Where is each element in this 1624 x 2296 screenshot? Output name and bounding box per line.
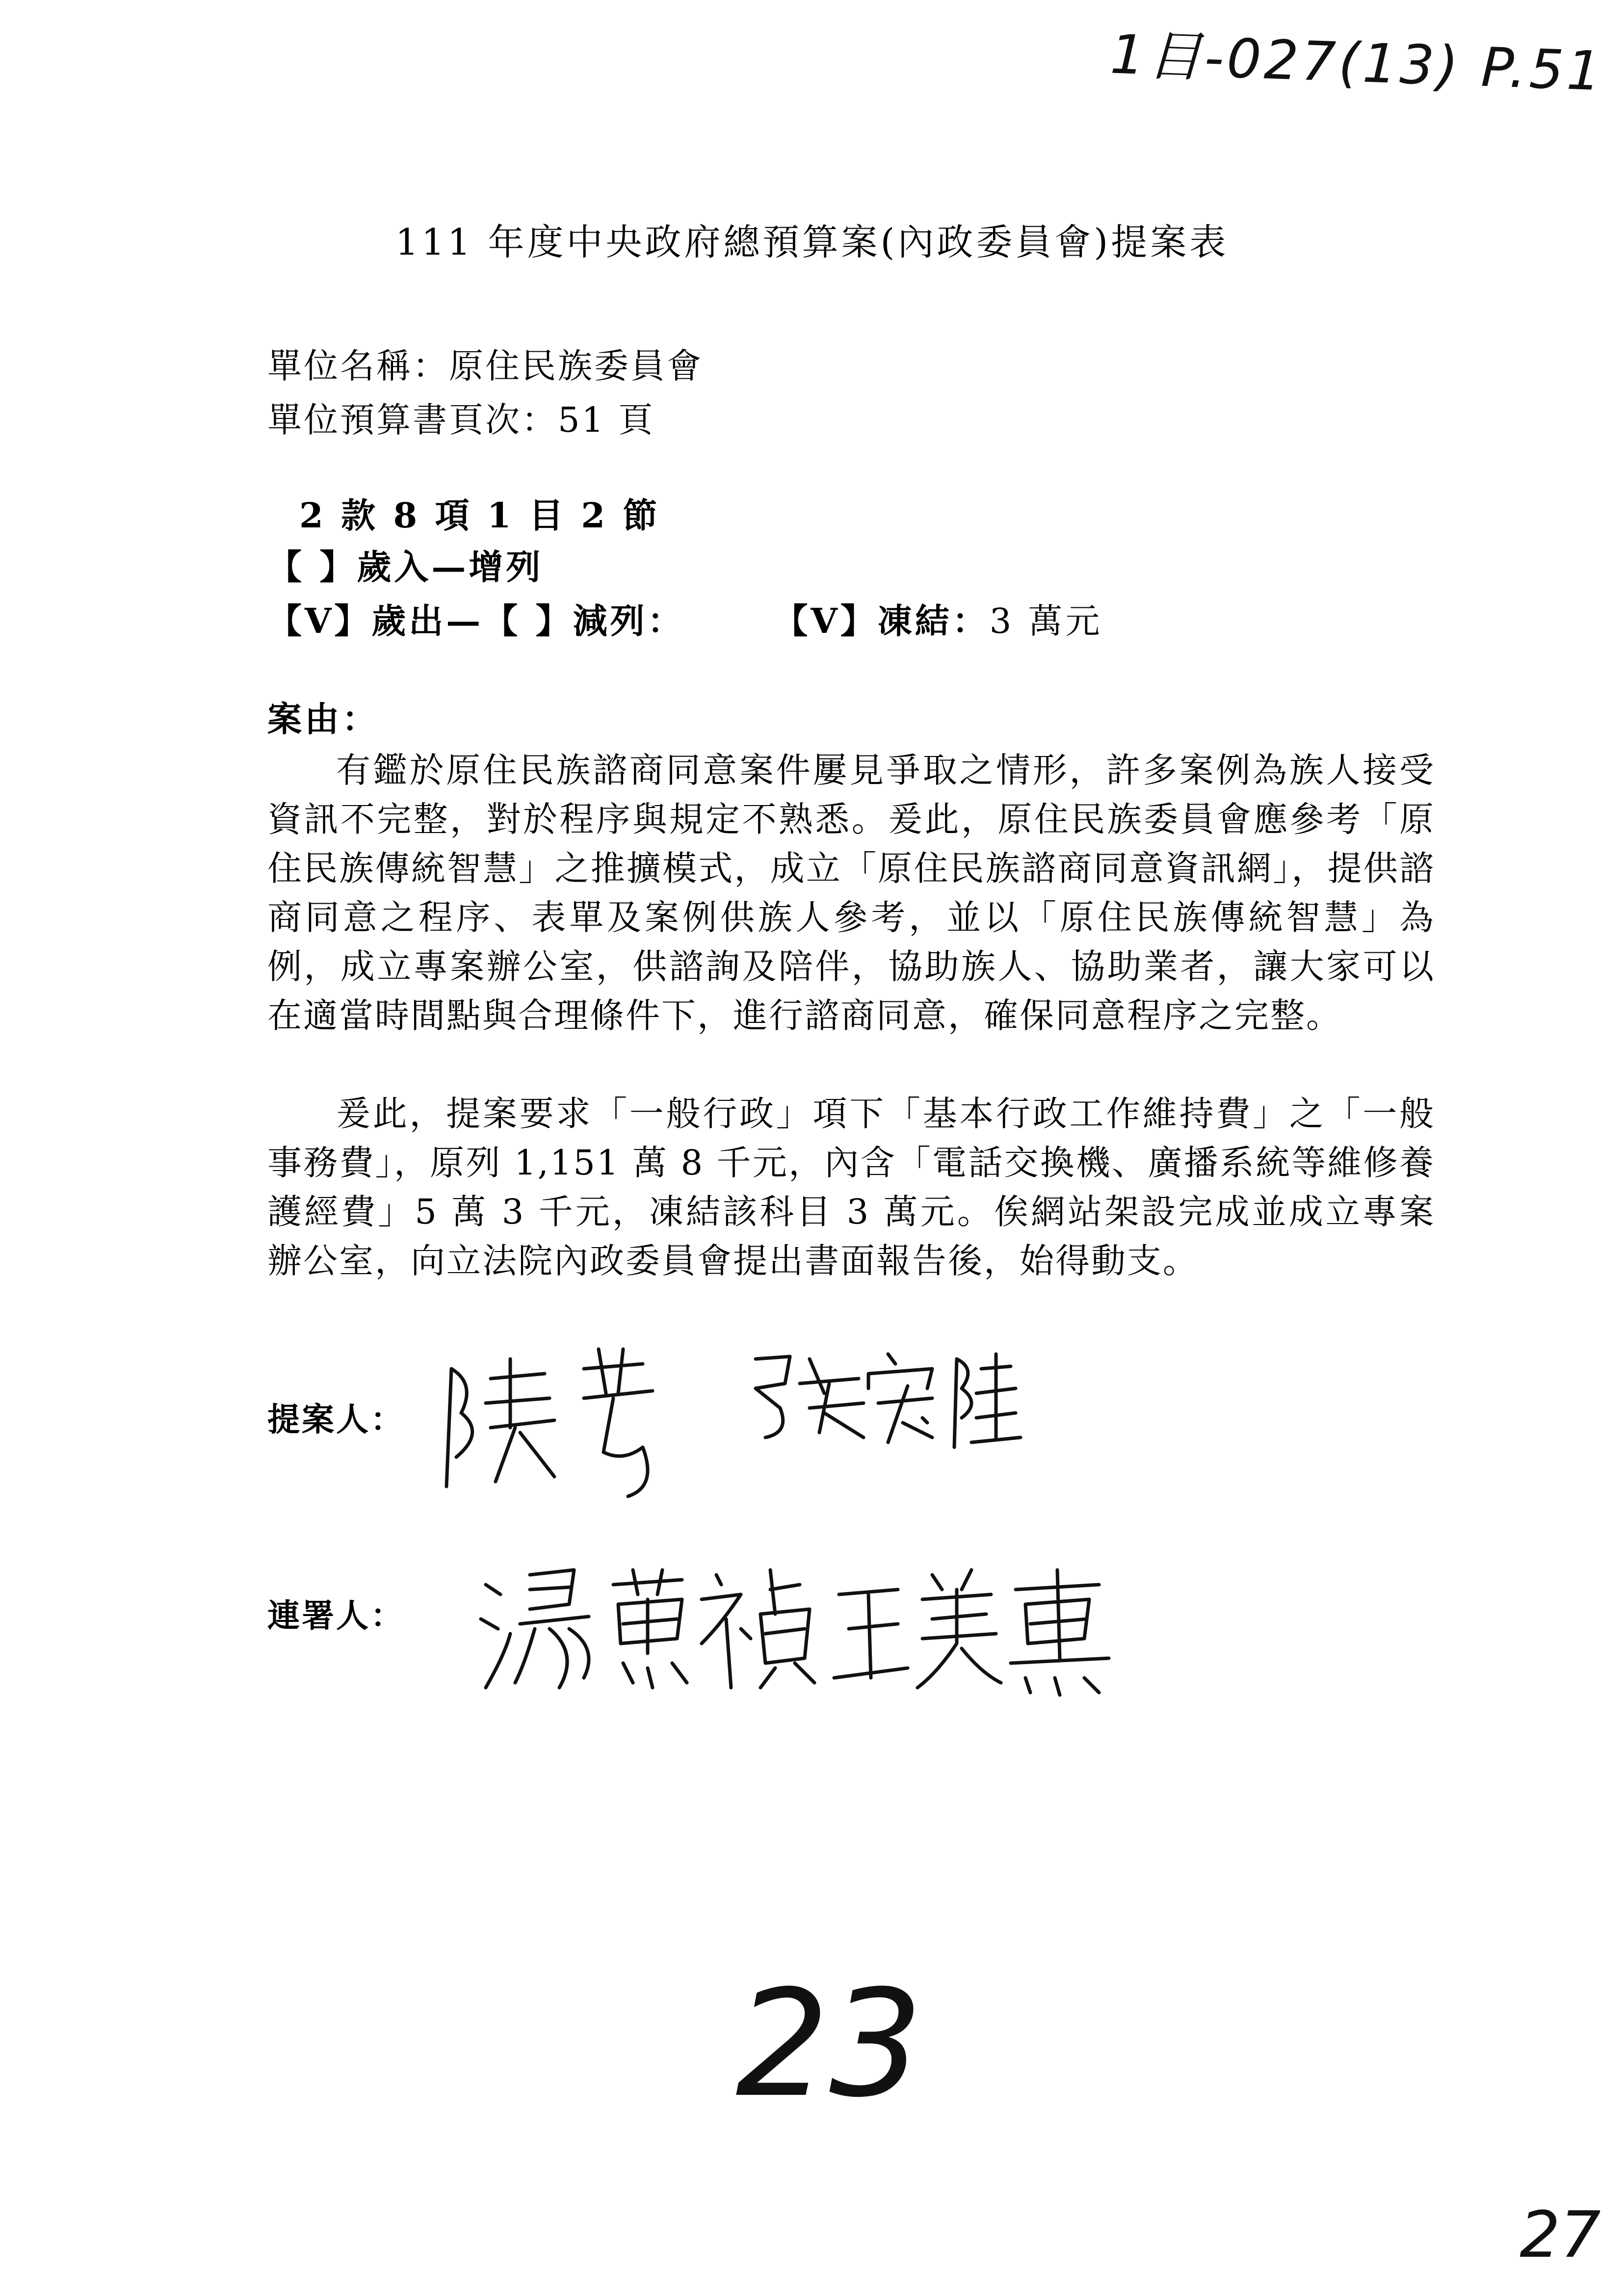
proposer-label: 提案人： <box>267 1400 405 1438</box>
freeze-amount: 3 萬元 <box>989 601 1103 641</box>
unit-name-line: 單位名稱：原住民族委員會 <box>267 346 703 386</box>
case-reason-label: 案由： <box>267 699 379 739</box>
cosigner-signature <box>476 1555 1114 1702</box>
budget-section-id: 2 款 8 項 1 目 2 節 <box>299 495 660 536</box>
document-title: 111 年度中央政府總預算案(內政委員會)提案表 <box>395 221 1229 263</box>
freeze-label: 【V】凍結： <box>773 600 990 641</box>
case-paragraph-2: 爰此，提案要求「一般行政」項下「基本行政工作維持費」之「一般事務費」，原列 1,151 萬 8 千元，內含「電話交換機、廣播系統等維修養護經費」5 萬 3 千元，凍結該科目 3 萬元。俟網站架設完成並成立專案辦公室，向立法院內政委員會提出書面報告後，始得動支。 <box>267 1094 1435 1281</box>
revenue-increase-line: 【 】歲入—增列 <box>267 547 544 587</box>
expense-reduction-label: 【V】歲出—【 】減列： <box>267 600 685 641</box>
cosigner-label: 連署人： <box>267 1596 405 1635</box>
proposer-signature <box>437 1339 1025 1501</box>
handwritten-page-number-text: 23 <box>735 1958 923 2130</box>
expense-line <box>267 594 1103 643</box>
handwritten-page-number <box>726 1958 932 2130</box>
unit-budget-page-line: 單位預算書頁次：51 頁 <box>267 400 655 440</box>
case-paragraph-1: 有鑑於原住民族諮商同意案件屢見爭取之情形，許多案例為族人接受資訊不完整，對於程序與規定不熟悉。爰此，原住民族委員會應參考「原住民族傳統智慧」之推擴模式，成立「原住民族諮商同意資訊網」，提供諮商同意之程序、表單及案例供族人參考，並以「原住民族傳統智慧」為例，成立專案辦公室，供諮詢及陪伴，協助族人、協助業者，讓大家可以在適當時間點與合理條件下，進行諮商同意，確保同意程序之完整。 <box>267 750 1435 1036</box>
handwritten-reference-note: 1目-027(13) P.51 <box>1109 23 1605 103</box>
corner-page-number-text: 27 <box>1519 2197 1601 2272</box>
corner-page-number <box>1519 2178 1601 2276</box>
